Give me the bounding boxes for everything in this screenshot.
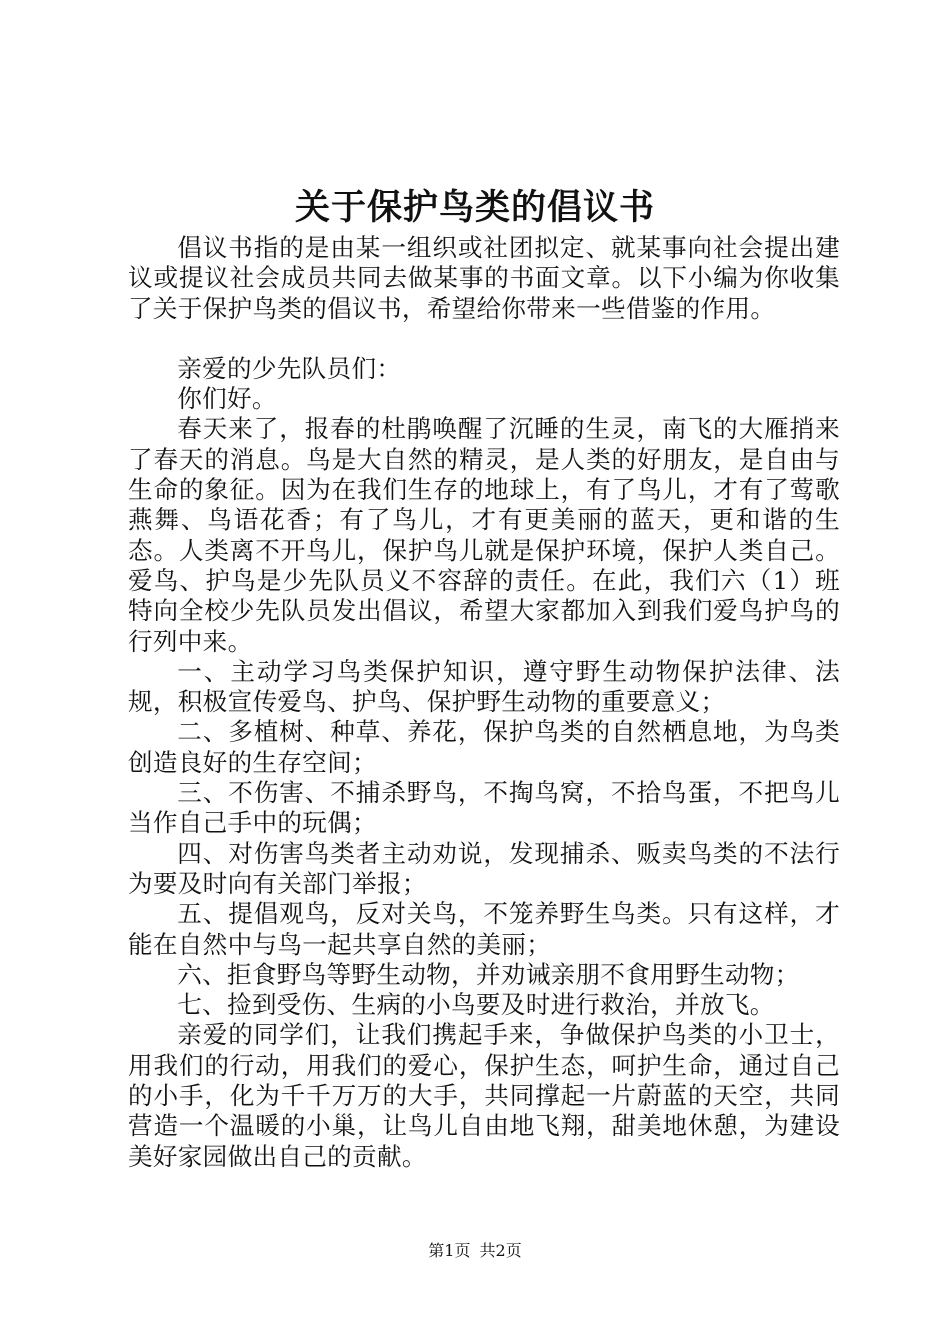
proposal-item-6: 六、拒食野鸟等野生动物，并劝诫亲朋不食用野生动物；	[177, 959, 800, 989]
closing-paragraph: 亲爱的同学们，让我们携起手来，争做保护鸟类的小卫士，用我们的行动，用我们的爱心，保护生态，呵护生命，通过自己的小手，化为千千万万的大手，共同撑起一片蔚蓝的天空，共同营造一个温暖的小巢，让鸟儿自由地飞翔，甜美地休憩，为建设美好家园做出自己的贡献。	[128, 1020, 840, 1171]
document-title: 关于保护鸟类的倡议书	[294, 187, 655, 228]
proposal-item-2: 二、多植树、种草、养花，保护鸟类的自然栖息地，为鸟类创造良好的生存空间；	[128, 717, 840, 777]
page-footer	[0, 1240, 950, 1262]
document-body	[128, 233, 840, 1172]
proposal-item-7: 七、捡到受伤、生病的小鸟要及时进行救治，并放飞。	[177, 990, 775, 1020]
intro-paragraph: 倡议书指的是由某一组织或社团拟定、就某事向社会提出建议或提议社会成员共同去做某事的书面文章。以下小编为你收集了关于保护鸟类的倡议书，希望给你带来一些借鉴的作用。	[128, 233, 840, 323]
proposal-item-3: 三、不伤害、不捕杀野鸟，不掏鸟窝，不拾鸟蛋，不把鸟儿当作自己手中的玩偶；	[128, 778, 840, 838]
opening-paragraph: 春天来了，报春的杜鹃唤醒了沉睡的生灵，南飞的大雁捎来了春天的消息。鸟是大自然的精灵，是人类的好朋友，是自由与生命的象征。因为在我们生存的地球上，有了鸟儿，才有了莺歌燕舞、鸟语花香；有了鸟儿，才有更美丽的蓝天，更和谐的生态。人类离不开鸟儿，保护鸟儿就是保护环境，保护人类自己。爱鸟、护鸟是少先队员义不容辞的责任。在此，我们六（1）班特向全校少先队员发出倡议，希望大家都加入到我们爱鸟护鸟的行列中来。	[128, 414, 840, 656]
proposal-item-1: 一、主动学习鸟类保护知识，遵守野生动物保护法律、法规，积极宣传爱鸟、护鸟、保护野生动物的重要意义；	[128, 656, 840, 717]
proposal-item-5: 五、提倡观鸟，反对关鸟，不笼养野生鸟类。只有这样，才能在自然中与鸟一起共享自然的美丽；	[128, 899, 840, 959]
page-number: 第1页	[428, 1241, 471, 1260]
proposal-item-4: 四、对伤害鸟类者主动劝说，发现捕杀、贩卖鸟类的不法行为要及时向有关部门举报；	[128, 838, 840, 898]
greeting: 你们好。	[177, 384, 277, 414]
page-total: 共2页	[479, 1241, 522, 1260]
salutation: 亲爱的少先队员们：	[177, 353, 402, 383]
